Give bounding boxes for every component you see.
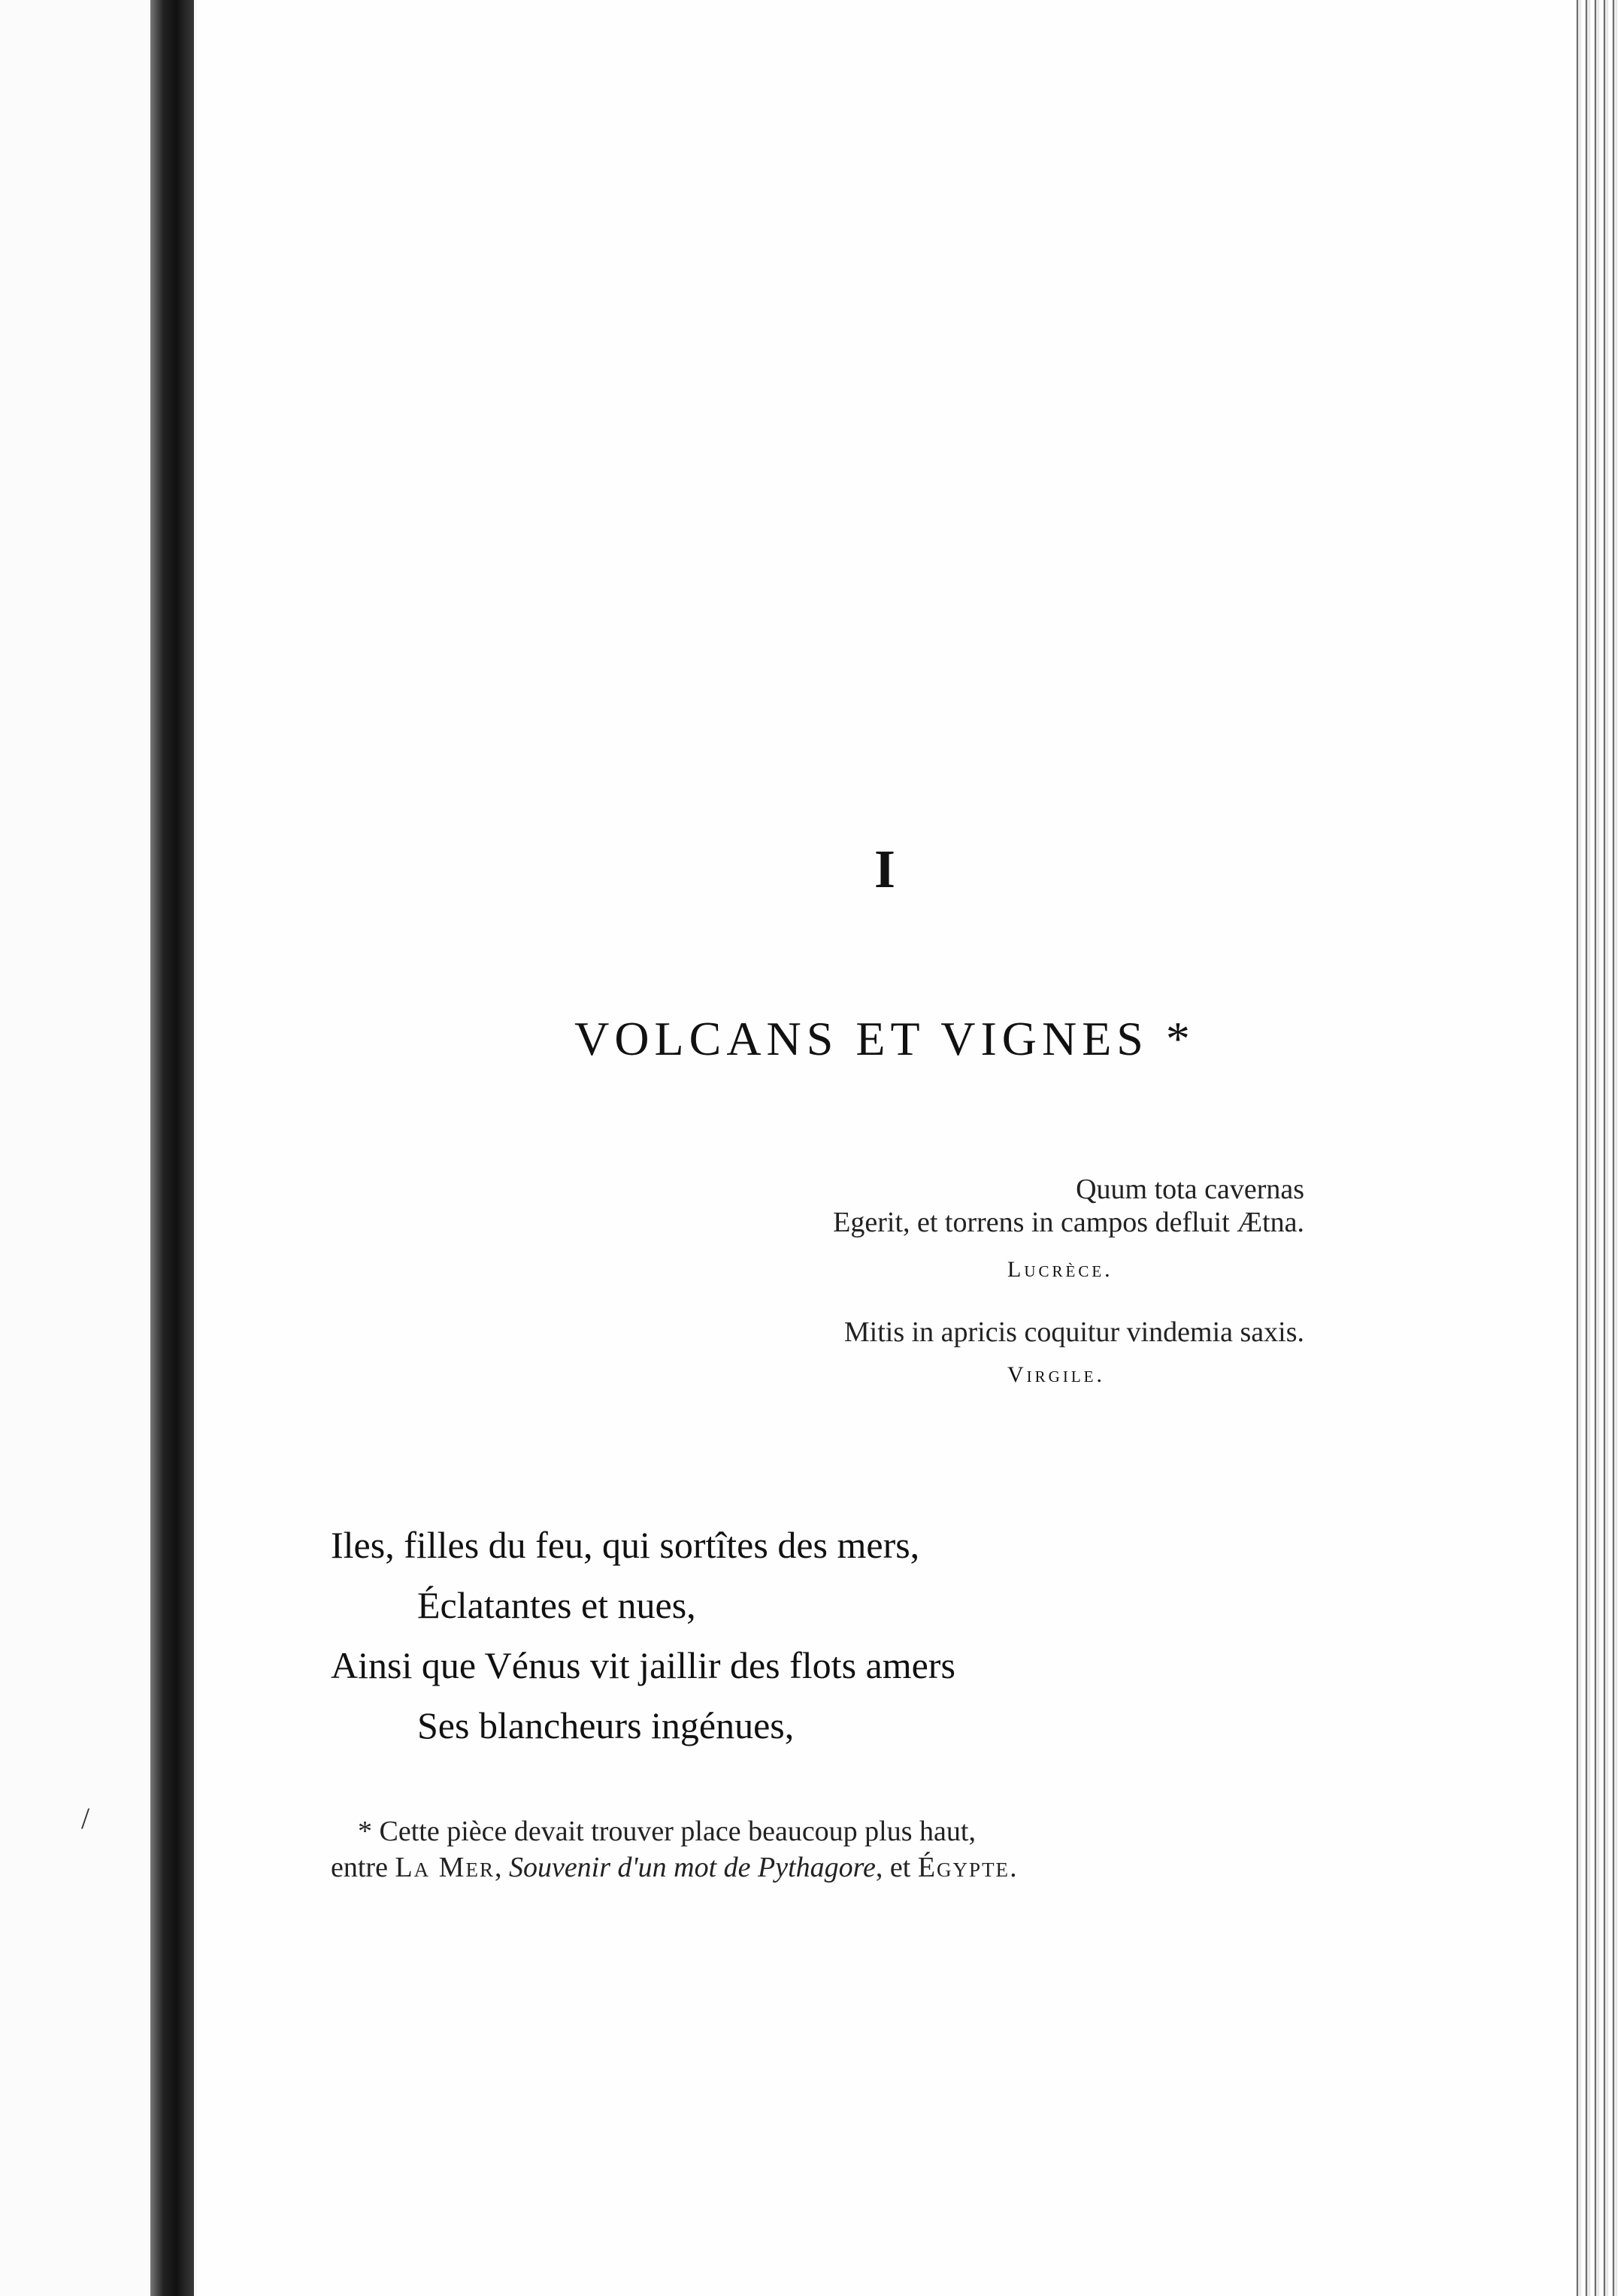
verse-line: Iles, filles du feu, qui sortîtes des mers, <box>331 1524 920 1566</box>
epigraph-line: Quum tota cavernas <box>1076 1174 1304 1205</box>
book-spine-shadow <box>150 0 194 2296</box>
page-edges <box>1573 0 1620 2296</box>
epigraph-virgile <box>844 1316 1304 1349</box>
verse-line: Ses blancheurs ingénues, <box>417 1704 795 1746</box>
chapter-numeral: I <box>874 839 896 899</box>
epigraph-line: Egerit, et torrens in campos defluit Ætna. <box>833 1207 1304 1238</box>
epigraph-lucrece <box>833 1173 1304 1239</box>
margin-mark: / <box>81 1801 90 1835</box>
verse-line: Ainsi que Vénus vit jaillir des flots amers <box>331 1644 955 1686</box>
epigraph-attribution: Lucrèce. <box>1007 1257 1113 1282</box>
footnote-line: * Cette pièce devait trouver place beaucoup plus haut, <box>358 1816 976 1847</box>
epigraph-attribution: Virgile. <box>1007 1362 1105 1387</box>
footnote <box>331 1813 1017 1886</box>
verse-line: Éclatantes et nues, <box>417 1584 696 1626</box>
epigraph-line: Mitis in apricis coquitur vindemia saxis. <box>843 1316 1304 1348</box>
poem-title: VOLCANS ET VIGNES * <box>574 1012 1195 1065</box>
footnote-line: entre La Mer, Souvenir d'un mot de Pythagore, et Égypte. <box>331 1852 1017 1883</box>
poem-stanza <box>331 1515 955 1755</box>
book-page <box>197 0 1573 2296</box>
